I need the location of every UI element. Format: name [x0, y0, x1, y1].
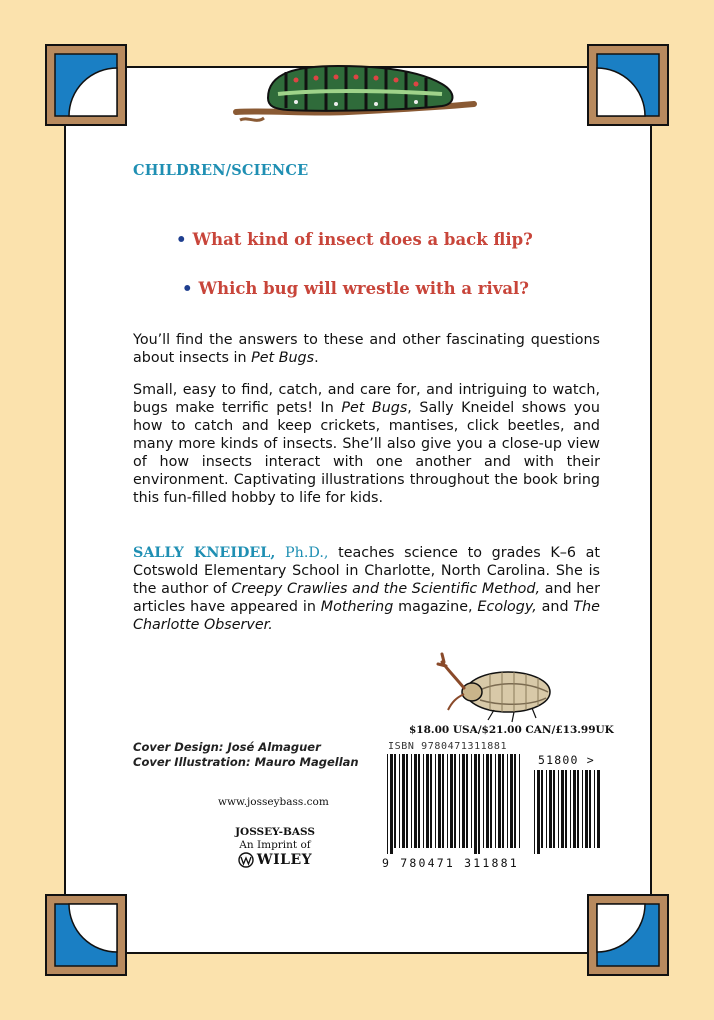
publisher-name: JOSSEY-BASS [235, 826, 315, 838]
newspaper-title: The Charlotte Observer. [133, 599, 600, 633]
description-text-continued: , Sally Kneidel shows you how to catch and keep crickets, mantises, click beetles, and many more kinds of insects. She’ll also give you a close-up view of how insects interact with one another and with their environment. Captivating illustrations throughout the book bring this fun-filled hobby to life for kids. [133, 400, 600, 506]
barcode-bar [478, 754, 480, 854]
beetle-illustration [434, 652, 556, 724]
wiley-emblem-icon [238, 852, 254, 868]
bio-text: teaches science to grades K–6 at Cotswold Elementary School in Charlotte, North Carolina. She is the author of [133, 545, 600, 597]
barcode-bar [519, 754, 520, 848]
corner-ornament-bottom-right [587, 894, 669, 976]
barcode-bar [486, 754, 489, 848]
barcode-bar [541, 770, 543, 848]
author-degree: Ph.D., [275, 545, 329, 561]
description-text: Small, easy to find, catch, and care for, and intriguing to watch, bugs make terrific pets! In [133, 382, 600, 416]
book-title: Pet Bugs [251, 350, 315, 366]
barcode-bar [570, 770, 571, 848]
barcode-bar [510, 754, 513, 848]
barcode-bar [454, 754, 456, 848]
description-paragraph [133, 381, 600, 507]
barcode-bar [438, 754, 441, 848]
barcode-bar [594, 770, 595, 848]
bullet-icon: • [176, 230, 187, 249]
retail-price: $18.00 USA/$21.00 CAN/£13.99UK [409, 724, 614, 736]
barcode-bar [585, 770, 588, 848]
question-back-flip [176, 230, 533, 249]
barcode-bar [534, 770, 535, 854]
barcode-bar [573, 770, 576, 848]
magazine-title: Mothering [320, 599, 394, 615]
barcode-bar [414, 754, 417, 848]
barcode-bar [387, 754, 388, 854]
barcode-bar [474, 754, 477, 854]
price-code-label: 51800 > [538, 753, 595, 767]
barcode-bar [418, 754, 420, 848]
wiley-logo [220, 852, 330, 868]
barcode-bar [442, 754, 444, 848]
category-label: CHILDREN/SCIENCE [133, 162, 309, 179]
isbn-barcode [386, 754, 523, 854]
barcode-bar [426, 754, 429, 848]
intro-end: . [314, 350, 319, 366]
cover-design-credit: Cover Design: José Almaguer [133, 740, 321, 754]
barcode-bar [507, 754, 508, 848]
barcode-bar [406, 754, 408, 848]
book-title: Pet Bugs [341, 400, 408, 416]
cover-illustration-credit: Cover Illustration: Mauro Magellan [133, 755, 359, 769]
barcode-bar [447, 754, 448, 848]
bio-text: and her articles have appeared in [133, 581, 600, 615]
other-book-title: Creepy Crawlies and the Scientific Method, [231, 581, 541, 597]
barcode-bar [471, 754, 472, 848]
isbn-label: ISBN 9780471311881 [388, 741, 508, 752]
barcode-bar [589, 770, 591, 848]
corner-ornament-top-left [45, 44, 127, 126]
bio-text: and [536, 599, 574, 615]
corner-ornament-top-right [587, 44, 669, 126]
barcode-bar [394, 754, 396, 848]
isbn-digits: 9 780471 311881 [382, 856, 519, 870]
author-bio-paragraph [133, 544, 600, 634]
question-text: Which bug will wrestle with a rival? [198, 279, 529, 298]
barcode-bar [462, 754, 465, 848]
question-text: What kind of insect does a back flip? [192, 230, 533, 249]
author-name: SALLY KNEIDEL, [133, 545, 276, 561]
barcode-bar [495, 754, 496, 848]
publisher-block [220, 826, 330, 868]
barcode-bar [558, 770, 559, 848]
barcode-bar [430, 754, 432, 848]
publisher-website: www.josseybass.com [218, 796, 329, 808]
bio-text: magazine, [393, 599, 478, 615]
barcode-bar [490, 754, 492, 848]
barcode-bar [498, 754, 501, 848]
barcode-bar [399, 754, 400, 848]
barcode-bar [435, 754, 436, 848]
barcode-bar [502, 754, 504, 848]
magazine-title: Ecology, [477, 599, 537, 615]
barcode-bar [561, 770, 564, 848]
intro-paragraph [133, 331, 600, 367]
corner-ornament-bottom-left [45, 894, 127, 976]
barcode-bar [459, 754, 460, 848]
barcode-bar [514, 754, 516, 848]
barcode-bar [423, 754, 424, 848]
barcode-bar [546, 770, 547, 848]
barcode-bar [565, 770, 567, 848]
question-wrestle [182, 279, 529, 298]
imprint-label: An Imprint of [239, 839, 311, 851]
barcode-bar [597, 770, 600, 848]
barcode-bar [582, 770, 583, 848]
barcode-bar [466, 754, 468, 848]
barcode-bar [390, 754, 393, 854]
barcode-bar [483, 754, 484, 848]
barcode-bar [537, 770, 540, 854]
barcode-bar [577, 770, 579, 848]
barcode-bar [450, 754, 453, 848]
barcode-bar [411, 754, 412, 848]
intro-text: You’ll find the answers to these and other fascinating questions about insects in [133, 332, 600, 366]
barcode-bar [402, 754, 405, 848]
barcode-bar [553, 770, 555, 848]
bullet-icon: • [182, 279, 193, 298]
cover-credits [133, 740, 359, 770]
wiley-wordmark: WILEY [256, 851, 313, 868]
barcode-bar [549, 770, 552, 848]
price-addon-barcode [533, 770, 601, 854]
caterpillar-illustration [228, 54, 478, 132]
